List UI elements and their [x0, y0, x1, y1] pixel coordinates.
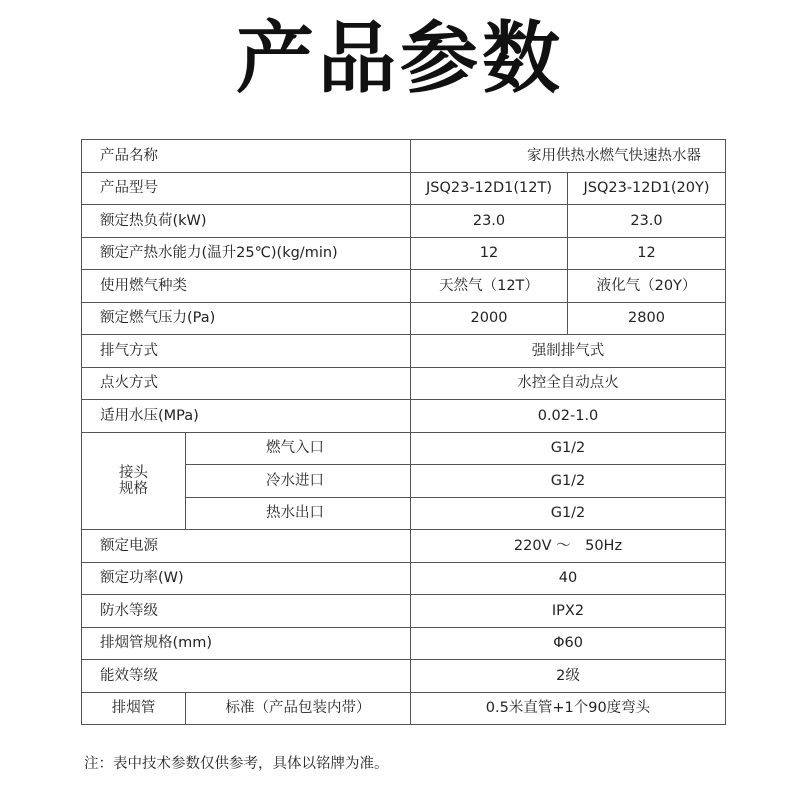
- row-sublabel: 热水出口: [186, 497, 411, 530]
- footnote: 注：表中技术参数仅供参考，具体以铭牌为准。: [84, 756, 389, 772]
- row-value: JSQ23-12D1(12T): [411, 172, 568, 205]
- row-label: 额定电源: [82, 530, 411, 563]
- row-label: 适用水压(MPa): [82, 400, 411, 433]
- table-row: [82, 140, 726, 173]
- table-row: [82, 692, 726, 725]
- row-value: 23.0: [568, 205, 726, 238]
- joint-label-line1: 接头: [119, 464, 148, 481]
- row-value: 0.5米直管+1个90度弯头: [411, 692, 726, 725]
- row-value: G1/2: [411, 432, 726, 465]
- table-row: [82, 172, 726, 205]
- row-label: 排烟管规格(mm): [82, 627, 411, 660]
- table-row: [82, 432, 726, 465]
- row-label: 额定产热水能力(温升25℃)(kg/min): [82, 237, 411, 270]
- table-row: [82, 660, 726, 693]
- table-row: [82, 335, 726, 368]
- row-value: 液化气（20Y）: [568, 270, 726, 303]
- row-label: 能效等级: [82, 660, 411, 693]
- table-row: [82, 562, 726, 595]
- row-value: 12: [568, 237, 726, 270]
- row-label: 点火方式: [82, 367, 411, 400]
- spec-table: [81, 139, 726, 725]
- table-row: [82, 302, 726, 335]
- joint-label-line2: 规格: [119, 480, 148, 497]
- row-value: IPX2: [411, 595, 726, 628]
- row-label: 使用燃气种类: [82, 270, 411, 303]
- table-row: [82, 530, 726, 563]
- table-row: [82, 237, 726, 270]
- table-row: [82, 627, 726, 660]
- row-label: 额定功率(W): [82, 562, 411, 595]
- row-value: G1/2: [411, 497, 726, 530]
- row-value: Φ60: [411, 627, 726, 660]
- page-title: 产品参数: [235, 14, 564, 104]
- row-value: 2级: [411, 660, 726, 693]
- row-value: 2800: [568, 302, 726, 335]
- row-value: 0.02-1.0: [411, 400, 726, 433]
- row-value: 220V ～ 50Hz: [411, 530, 726, 563]
- row-label: 额定热负荷(kW): [82, 205, 411, 238]
- row-label: 防水等级: [82, 595, 411, 628]
- row-label: 排气方式: [82, 335, 411, 368]
- row-value: 2000: [411, 302, 568, 335]
- table-row: [82, 205, 726, 238]
- row-sublabel: 冷水进口: [186, 465, 411, 498]
- row-value: 12: [411, 237, 568, 270]
- row-value: 强制排气式: [411, 335, 726, 368]
- row-sublabel: 燃气入口: [186, 432, 411, 465]
- table-row: [82, 595, 726, 628]
- row-value: G1/2: [411, 465, 726, 498]
- table-row: [82, 367, 726, 400]
- table-row: [82, 400, 726, 433]
- row-value: 家用供热水燃气快速热水器: [411, 140, 726, 173]
- row-value: 40: [411, 562, 726, 595]
- row-label: 产品名称: [82, 140, 411, 173]
- row-label: 产品型号: [82, 172, 411, 205]
- row-label: 排烟管: [82, 692, 186, 725]
- row-sublabel: 标准（产品包装内带）: [186, 692, 411, 725]
- row-value: 天然气（12T）: [411, 270, 568, 303]
- row-value: JSQ23-12D1(20Y): [568, 172, 726, 205]
- table-row: [82, 270, 726, 303]
- row-label: 额定燃气压力(Pa): [82, 302, 411, 335]
- joint-group-label: [82, 432, 186, 530]
- row-value: 水控全自动点火: [411, 367, 726, 400]
- row-value: 23.0: [411, 205, 568, 238]
